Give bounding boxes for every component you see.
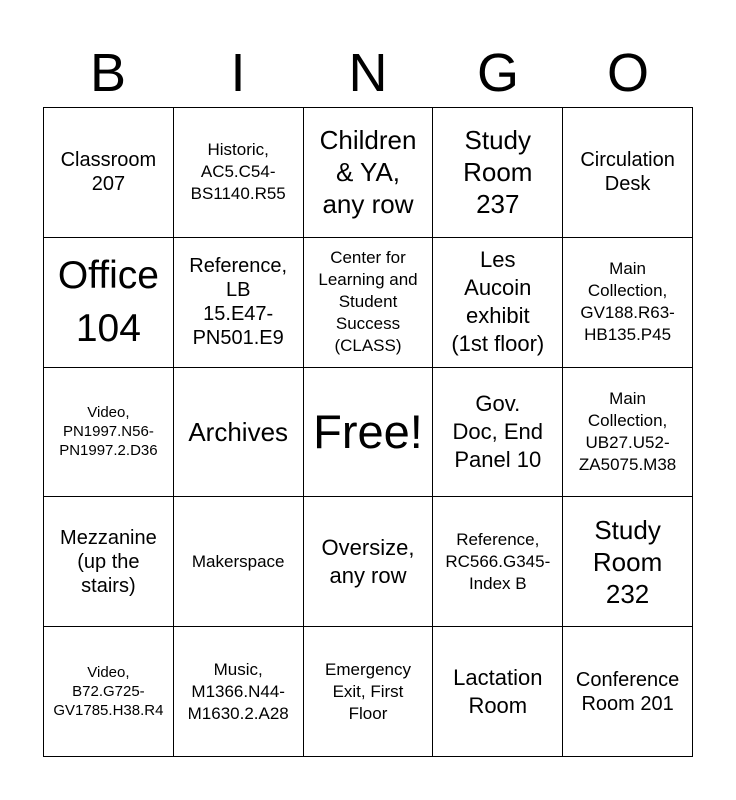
bingo-cell-r1c1[interactable] <box>44 108 174 238</box>
bingo-cell-r1c5[interactable] <box>563 108 693 238</box>
cell-text: Children & YA, any row <box>319 125 417 220</box>
cell-text: Lactation Room <box>453 664 543 718</box>
cell-text: Classroom 207 <box>60 149 157 196</box>
bingo-cell-r5c5[interactable] <box>563 627 693 757</box>
bingo-cell-r1c3[interactable] <box>304 108 434 238</box>
cell-text: Mezzanine (up the stairs) <box>60 526 157 597</box>
bingo-cell-r3c2[interactable] <box>174 368 304 498</box>
header-letter-i: I <box>230 43 246 103</box>
bingo-cell-r2c4[interactable] <box>433 238 563 368</box>
bingo-cell-r3c1[interactable] <box>44 368 174 498</box>
cell-text: Historic, AC5.C54- BS1140.R55 <box>190 140 286 204</box>
cell-text: Video, PN1997.N56- PN1997.2.D36 <box>59 404 158 460</box>
cell-text: Study Room 237 <box>463 125 533 220</box>
bingo-cell-r1c4[interactable] <box>433 108 563 238</box>
bingo-cell-r3c5[interactable] <box>563 368 693 498</box>
cell-text: Reference, RC566.G345- Index B <box>445 529 551 593</box>
bingo-cell-r4c5[interactable] <box>563 497 693 627</box>
bingo-cell-r3c4[interactable] <box>433 368 563 498</box>
cell-text: Makerspace <box>191 551 285 571</box>
bingo-cell-r2c3[interactable] <box>304 238 434 368</box>
cell-text: Video, B72.G725- GV1785.H38.R4 <box>53 664 164 720</box>
bingo-cell-r2c1[interactable] <box>44 238 174 368</box>
cell-text: Main Collection, UB27.U52- ZA5075.M38 <box>578 388 677 474</box>
bingo-cell-r4c3[interactable] <box>304 497 434 627</box>
header-letter-b: B <box>89 43 127 103</box>
header-letter-n: N <box>348 43 388 103</box>
bingo-board <box>43 107 693 757</box>
cell-text: Free! <box>313 404 423 458</box>
cell-text: Conference Room 201 <box>575 668 680 715</box>
cell-text: Oversize, any row <box>321 534 415 588</box>
bingo-cell-r2c2[interactable] <box>174 238 304 368</box>
cell-text: Archives <box>188 416 289 447</box>
bingo-cell-r5c3[interactable] <box>304 627 434 757</box>
cell-text: Circulation Desk <box>580 149 675 196</box>
bingo-cell-r2c5[interactable] <box>563 238 693 368</box>
cell-text: Study Room 232 <box>592 514 663 609</box>
cell-text: Music, M1366.N44- M1630.2.A28 <box>187 659 289 723</box>
bingo-cell-r5c1[interactable] <box>44 627 174 757</box>
header-letter-o: O <box>606 43 649 103</box>
cell-text: Emergency Exit, First Floor <box>325 659 411 723</box>
cell-text: Main Collection, GV188.R63- HB135.P45 <box>580 259 675 345</box>
bingo-header <box>43 40 693 106</box>
cell-text: Gov. Doc, End Panel 10 <box>452 390 544 472</box>
free-space-cell[interactable] <box>304 368 434 498</box>
bingo-cell-r1c2[interactable] <box>174 108 304 238</box>
cell-text: Office 104 <box>57 254 159 351</box>
cell-text: Reference, LB 15.E47- PN501.E9 <box>189 255 288 350</box>
bingo-cell-r4c1[interactable] <box>44 497 174 627</box>
header-letter-g: G <box>476 43 519 103</box>
cell-text: Center for Learning and Student Success (CLASS) <box>318 248 418 356</box>
bingo-cell-r4c2[interactable] <box>174 497 304 627</box>
bingo-cell-r5c4[interactable] <box>433 627 563 757</box>
bingo-cell-r4c4[interactable] <box>433 497 563 627</box>
cell-text: Les Aucoin exhibit (1st floor) <box>451 247 545 357</box>
bingo-cell-r5c2[interactable] <box>174 627 304 757</box>
